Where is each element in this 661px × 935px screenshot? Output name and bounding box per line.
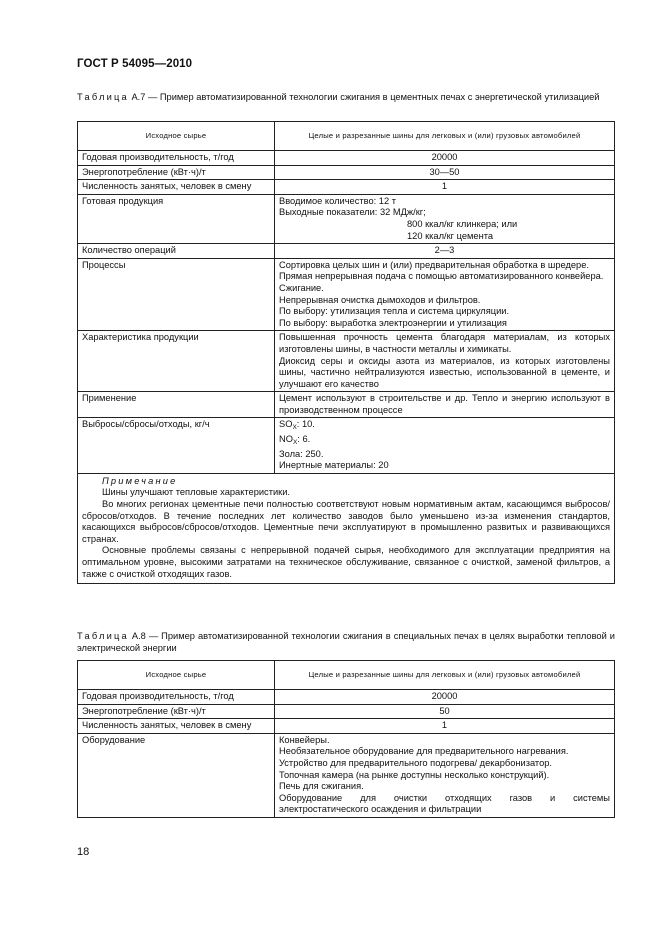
value-line: По выбору: утилизация тепла и система циркуляции. bbox=[279, 306, 510, 317]
value-line: Выходные показатели: 32 МДж/кг; bbox=[279, 207, 426, 218]
row-label: Численность занятых, человек в смену bbox=[78, 719, 275, 734]
value-line: 120 ккал/кг цемента bbox=[407, 230, 494, 241]
value-line: Сжигание. bbox=[279, 282, 324, 293]
value-line: Сортировка целых шин и (или) предварительная обработка в шредере. bbox=[279, 259, 589, 270]
row-value: 2—3 bbox=[275, 244, 615, 259]
table-header-row bbox=[78, 122, 615, 151]
row-label: Энергопотребление (кВт·ч)/т bbox=[78, 165, 275, 180]
row-value bbox=[275, 418, 615, 473]
note-paragraph: Во многих регионах цементные печи полностью соответствуют новым нормативным актам, касающимся выбросов/сбросов/отходов. В течение последних лет количество заводов было уменьшено из-за изменения стандартов, касающихся выбросов/сбросов/отходов. Цементные печи эксплуатируют в промышленно развитых и развивающихся странах. bbox=[82, 499, 610, 544]
row-label: Энергопотребление (кВт·ч)/т bbox=[78, 704, 275, 719]
emission-no: $NO_X$: 6. bbox=[279, 434, 311, 447]
value-line: Повышенная прочность цемента благодаря материалам, из которых изготовлены шины, в частности металлы и химикаты. bbox=[279, 332, 610, 354]
value-line: Непрерывная очистка дымоходов и фильтров. bbox=[279, 294, 481, 305]
value-line: Оборудование для очистки отходящих газов и системы электростатического осаждения и фильтрации bbox=[279, 792, 610, 815]
table-row bbox=[78, 418, 615, 473]
row-label: Выбросы/сбросы/отходы, кг/ч bbox=[78, 418, 275, 473]
table-note bbox=[78, 473, 615, 583]
row-value bbox=[275, 194, 615, 243]
table-row bbox=[78, 733, 615, 817]
row-value: 20000 bbox=[275, 690, 615, 705]
row-value bbox=[275, 733, 615, 817]
emission-ash: Зола: 250. bbox=[279, 448, 324, 459]
table-a7 bbox=[77, 121, 615, 584]
note-title: Примечание bbox=[102, 475, 178, 486]
col2-header: Целые и разрезанные шины для легковых и (или) грузовых автомобилей bbox=[275, 122, 615, 151]
row-value bbox=[275, 258, 615, 331]
table-row bbox=[78, 719, 615, 734]
table-a8-caption-label: Таблица bbox=[77, 631, 129, 641]
value-line: Диоксид серы и оксиды азота из материалов, из которых изготовлены шины, частично нейтрализуются известью, использованной в цементе, и улучшают его качество bbox=[279, 355, 610, 389]
value-line: Вводимое количество: 12 т bbox=[279, 195, 396, 206]
value-line: Печь для сжигания. bbox=[279, 781, 364, 792]
row-label: Характеристика продукции bbox=[78, 331, 275, 392]
col1-header: Исходное сырье bbox=[78, 122, 275, 151]
value-line: Устройство для предварительного подогрева/ декарбонизатор. bbox=[279, 757, 553, 768]
table-row bbox=[78, 151, 615, 166]
table-a7-caption bbox=[77, 91, 615, 103]
emission-so: $SO_X$: 10. bbox=[279, 419, 315, 432]
value-line: Топочная камера (на рынке доступны несколько конструкций). bbox=[279, 769, 550, 780]
row-value: 20000 bbox=[275, 151, 615, 166]
note-paragraph: Шины улучшают тепловые характеристики. bbox=[102, 487, 291, 498]
value-line: Конвейеры. bbox=[279, 734, 330, 745]
table-row bbox=[78, 165, 615, 180]
row-value: 30—50 bbox=[275, 165, 615, 180]
row-label: Количество операций bbox=[78, 244, 275, 259]
row-label: Готовая продукция bbox=[78, 194, 275, 243]
table-header-row bbox=[78, 661, 615, 690]
row-label: Численность занятых, человек в смену bbox=[78, 180, 275, 195]
value-line: 800 ккал/кг клинкера; или bbox=[407, 218, 518, 229]
row-label: Применение bbox=[78, 392, 275, 418]
col2-header: Целые и разрезанные шины для легковых и (или) грузовых автомобилей bbox=[275, 661, 615, 690]
note-paragraph: Основные проблемы связаны с непрерывной подачей сырья, необходимого для эксплуатации предприятия на оптимальном уровне, высокими затратами на техническое обслуживание, связанное с очисткой, заменой фильтров, а также с очисткой отходящих газов. bbox=[82, 545, 610, 579]
row-label: Процессы bbox=[78, 258, 275, 331]
row-label: Оборудование bbox=[78, 733, 275, 817]
page-number: 18 bbox=[77, 846, 90, 858]
table-a8-caption-text: А.8 — Пример автоматизированной технологии сжигания в специальных печах в целях выработки тепловой и электрической энергии bbox=[77, 631, 615, 653]
row-label: Годовая производительность, т/год bbox=[78, 690, 275, 705]
row-value: 50 bbox=[275, 704, 615, 719]
row-value: 1 bbox=[275, 180, 615, 195]
value-line: Прямая непрерывная подача с помощью автоматизированного конвейера. bbox=[279, 271, 604, 282]
table-row bbox=[78, 690, 615, 705]
table-row bbox=[78, 331, 615, 392]
value-line: По выбору: выработка электроэнергии и утилизация bbox=[279, 317, 507, 328]
table-row bbox=[78, 244, 615, 259]
table-row bbox=[78, 180, 615, 195]
table-a8-caption bbox=[77, 630, 615, 654]
table-row bbox=[78, 392, 615, 418]
row-value: Цемент используют в строительстве и др. Тепло и энергию используют в производственном процессе bbox=[275, 392, 615, 418]
value-line: Необязательное оборудование для предварительного нагревания. bbox=[279, 746, 569, 757]
row-value: 1 bbox=[275, 719, 615, 734]
table-a8 bbox=[77, 660, 615, 818]
table-row bbox=[78, 704, 615, 719]
table-a7-caption-text: А.7 — Пример автоматизированной технологии сжигания в цементных печах с энергетической утилизацией bbox=[128, 92, 600, 102]
emission-inert: Инертные материалы: 20 bbox=[279, 460, 389, 471]
table-a7-caption-label: Таблица bbox=[77, 92, 129, 102]
table-note-row bbox=[78, 473, 615, 583]
row-label: Годовая производительность, т/год bbox=[78, 151, 275, 166]
table-row bbox=[78, 194, 615, 243]
table-row bbox=[78, 258, 615, 331]
row-value bbox=[275, 331, 615, 392]
col1-header: Исходное сырье bbox=[78, 661, 275, 690]
document-header: ГОСТ Р 54095—2010 bbox=[77, 58, 193, 70]
